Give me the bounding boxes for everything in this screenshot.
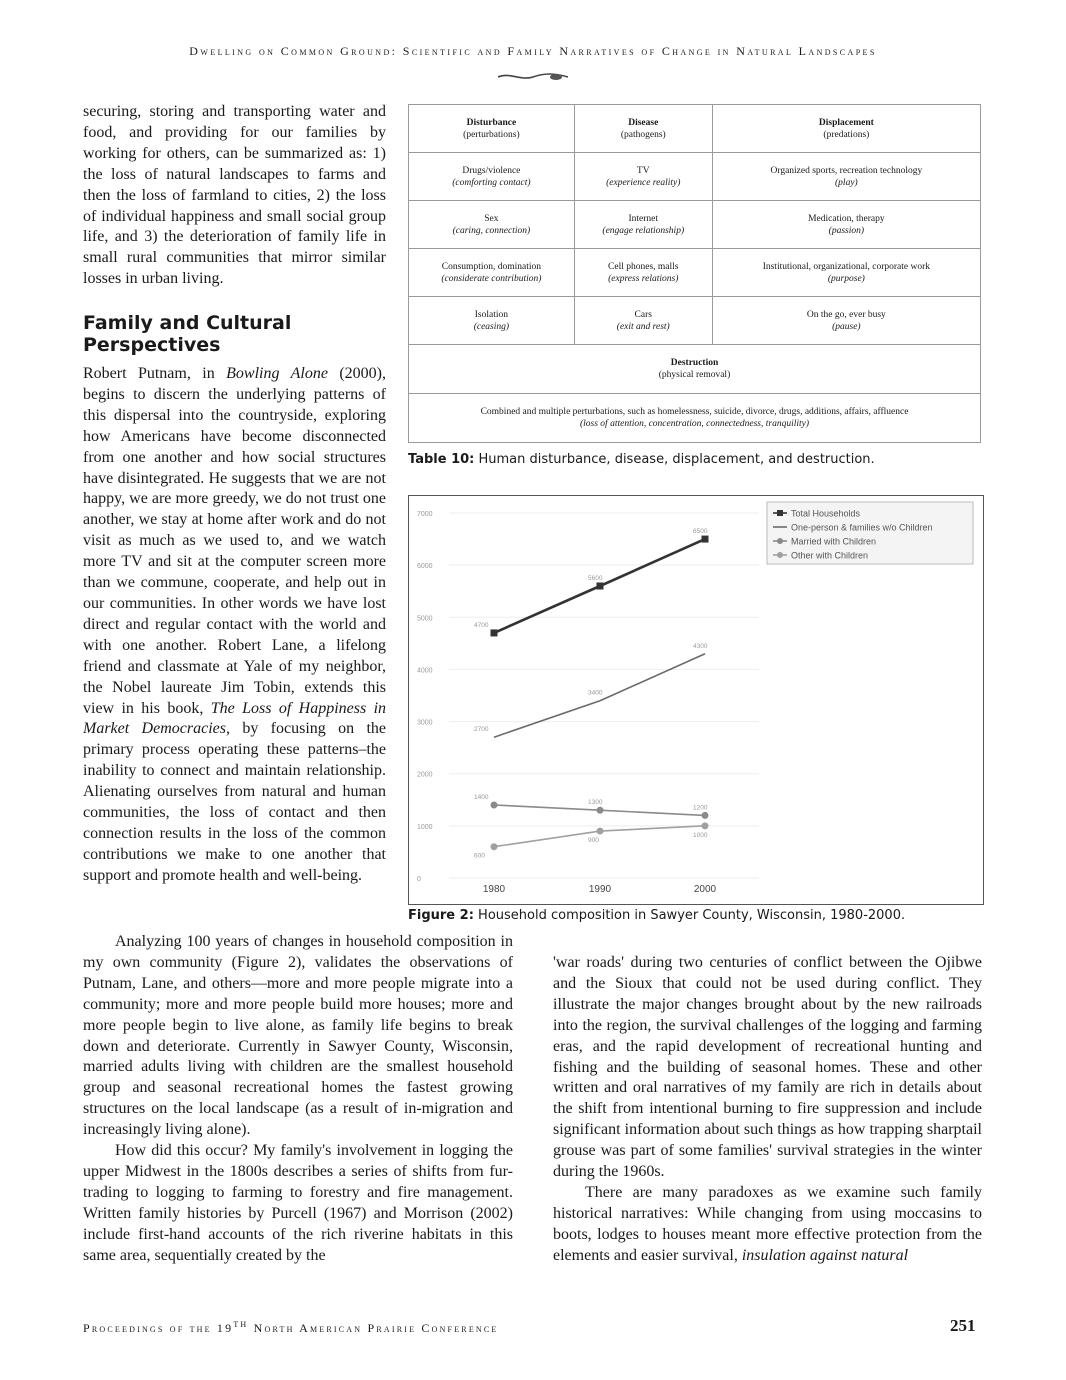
data-point bbox=[597, 583, 604, 590]
y-tick-label: 0 bbox=[417, 876, 421, 883]
figure-2-chart bbox=[408, 495, 984, 905]
data-label: 5600 bbox=[588, 575, 603, 582]
y-tick-label: 5000 bbox=[417, 615, 433, 623]
household-line-chart bbox=[409, 496, 983, 904]
book-title-bowling-alone: Bowling Alone bbox=[226, 365, 328, 382]
right-paragraph-2-text: There are many paradoxes as we examine such family historical narratives: While changing from using moccasins to boots, lodges to houses meant more effective protection from the elements and easier survival, bbox=[553, 1183, 982, 1264]
legend-entry: Married with Children bbox=[791, 536, 877, 547]
table-header-row bbox=[409, 105, 981, 153]
y-tick-label: 2000 bbox=[417, 771, 433, 779]
table-cell: Organized sports, recreation technology (play) bbox=[712, 153, 980, 201]
data-point bbox=[491, 843, 498, 850]
intro-paragraph: securing, storing and transporting water and food, and providing for our families by working for others, can be summarized as: 1) the loss of natural landscapes to farms and then the loss of farmland to cities, 2) the loss of individual happiness and small social group life, and 3) the deterioration of family life in small rural communities that mirror similar losses in urban living. bbox=[83, 103, 386, 288]
table-cell: Internet (engage relationship) bbox=[574, 201, 712, 249]
legend-marker bbox=[777, 538, 783, 544]
table-cell: Drugs/violence (comforting contact) bbox=[409, 153, 575, 201]
data-point bbox=[702, 812, 709, 819]
table-row bbox=[409, 297, 981, 345]
y-tick-label: 7000 bbox=[417, 511, 433, 518]
y-tick-label: 1000 bbox=[417, 823, 433, 831]
table-cell: Medication, therapy (passion) bbox=[712, 201, 980, 249]
page-number: 251 bbox=[950, 1316, 976, 1335]
x-tick-label: 2000 bbox=[693, 884, 717, 895]
data-label: 1200 bbox=[693, 804, 708, 812]
data-label: 6500 bbox=[693, 528, 708, 536]
table-cell: Consumption, domination (considerate contribution) bbox=[409, 249, 575, 297]
right-paragraph-2-italic: insulation against natural bbox=[741, 1246, 909, 1264]
data-label: 1000 bbox=[693, 831, 708, 839]
how-did-paragraph: How did this occur? My family's involvement in logging the upper Midwest in the 1800s describes a series of shifts from fur-trading to logging to farming to forestry and fire management. Written family histories by Purcell (1967) and Morrison (2002) include first-hand accounts of the rich riverine habitats in this same area, sequentially created by the bbox=[83, 1142, 513, 1264]
data-point bbox=[702, 536, 709, 543]
data-label: 1300 bbox=[588, 799, 603, 807]
data-label: 2700 bbox=[474, 726, 489, 734]
data-point bbox=[491, 629, 498, 636]
putnam-text-a: Robert Putnam, in bbox=[83, 365, 227, 382]
table-row bbox=[409, 201, 981, 249]
table-cell-combined: Combined and multiple perturbations, such as homelessness, suicide, divorce, drugs, additions, affairs, affluence (loss of attention, concentration, connectedness, tranquility) bbox=[409, 394, 981, 443]
legend-entry: Other with Children bbox=[791, 550, 869, 561]
table-cell: TV (experience reality) bbox=[574, 153, 712, 201]
right-column bbox=[553, 953, 982, 1267]
y-tick-label: 6000 bbox=[417, 563, 433, 571]
data-point bbox=[491, 802, 498, 809]
analyzing-paragraph: Analyzing 100 years of changes in household composition in my own community (Figure 2), validates the observations of Putnam, Lane, and others—more and more people migrate into a community; more and more people build more houses; more and more people begin to live alone, as family life begins to break down and deteriorate. Currently in Sawyer County, Wisconsin, married adults living with children are the smallest household group and seasonal recreational homes the fastest growing structures on the local landscape (as a result of in-migration and increasingly living alone). bbox=[83, 933, 513, 1139]
table-cell: Cars (exit and rest) bbox=[574, 297, 712, 345]
legend-marker bbox=[777, 510, 783, 516]
section-title: Family and Cultural Perspectives bbox=[83, 312, 292, 356]
right-paragraph-1: 'war roads' during two centuries of conflict between the Ojibwe and the Sioux that could not be used during conflict. They illustrate the major changes brought about by the new railroads into the region, the survival challenges of the logging and farming eras, and the rapid development of recreational hunting and fishing and the building of seasonal homes. These and other written and oral narratives of my family are rich in details about the shift from intentional burning to fire suppression and include significant information about such things as how trapping sharptail grouse was part of some families' survival strategies in the winter during the 1960s. bbox=[553, 954, 982, 1181]
table-row bbox=[409, 249, 981, 297]
figure-caption: Figure 2: Household composition in Sawyer County, Wisconsin, 1980-2000. bbox=[408, 908, 906, 923]
table-header-cell: Displacement (predations) bbox=[712, 105, 980, 153]
ornament-divider bbox=[496, 68, 570, 86]
legend-marker bbox=[777, 552, 783, 558]
left-column-intro bbox=[83, 102, 386, 290]
table-header-cell: Disturbance (perturbations) bbox=[409, 105, 575, 153]
data-point bbox=[597, 807, 604, 814]
table-cell-destruction: Destruction (physical removal) bbox=[409, 345, 981, 394]
putnam-paragraph bbox=[83, 364, 386, 887]
data-point bbox=[597, 828, 604, 835]
table-row-destruction bbox=[409, 345, 981, 394]
data-label: 4300 bbox=[693, 642, 708, 650]
table-row bbox=[409, 153, 981, 201]
x-tick-label: 1980 bbox=[482, 884, 506, 895]
data-label: 900 bbox=[588, 837, 599, 845]
table-cell: Isolation (ceasing) bbox=[409, 297, 575, 345]
table-cell: Sex (caring, connection) bbox=[409, 201, 575, 249]
putnam-text-c: , by focusing on the primary process operating these patterns–the inability to connect and maintain relationship. Alienating ourselves from natural and human communities, the loss of contact and then connection results in the loss of the common contributions we make to one another that support and promote health and well-being. bbox=[83, 720, 386, 884]
table-caption: Table 10: Human disturbance, disease, displacement, and destruction. bbox=[408, 452, 875, 467]
y-tick-label: 4000 bbox=[417, 667, 433, 675]
table-header-cell: Disease (pathogens) bbox=[574, 105, 712, 153]
y-tick-label: 3000 bbox=[417, 719, 433, 727]
book-title-loss-of-happiness: The Loss of Happiness in Market Democracies bbox=[83, 699, 387, 738]
putnam-text-b: (2000), begins to discern the underlying patterns of this dispersal into the countryside, exploring how Americans have become disconnected from one another and how social structures have disintegrated. He suggests that we are not happy, we are more greedy, we do not trust one another, we stay at home after work and do not visit as much as we used to, and we watch more TV and sit at the computer screen more than we commune, cooperate, and help out in our communities. In other words we have lost direct and regular contact with the world and with one another. Robert Lane, a lifelong friend and classmate at Yale of my neighbor, the Nobel laureate Jim Tobin, extends this view in his book, bbox=[83, 365, 387, 717]
table-cell: Institutional, organizational, corporate work (purpose) bbox=[712, 249, 980, 297]
data-label: 3400 bbox=[588, 689, 603, 697]
data-point bbox=[702, 822, 709, 829]
legend-entry: Total Households bbox=[791, 508, 861, 519]
x-tick-label: 1990 bbox=[588, 884, 612, 895]
data-label: 1400 bbox=[474, 794, 489, 801]
running-header: Dwelling on Common Ground: Scientific and Family Narratives of Change in Natural Landscapes bbox=[189, 44, 877, 58]
table-cell: On the go, ever busy (pause) bbox=[712, 297, 980, 345]
table-10 bbox=[408, 104, 981, 443]
legend-entry: One-person & families w/o Children bbox=[791, 522, 933, 533]
data-label: 600 bbox=[474, 852, 485, 860]
table-cell: Cell phones, malls (express relations) bbox=[574, 249, 712, 297]
page-footer: Proceedings of the 19TH North American Prairie Conference bbox=[83, 1320, 499, 1335]
right-paragraph-2 bbox=[553, 1183, 982, 1267]
wide-column bbox=[83, 932, 513, 1267]
table-row-combined bbox=[409, 394, 981, 443]
data-label: 4700 bbox=[474, 621, 489, 629]
